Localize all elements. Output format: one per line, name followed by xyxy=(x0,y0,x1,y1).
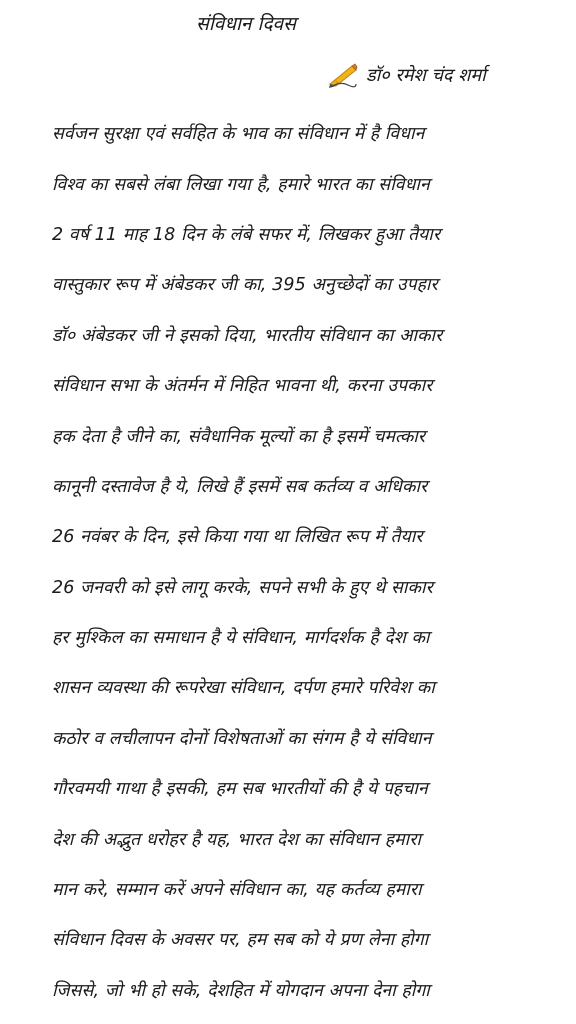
poem-line: विश्व का सबसे लंबा लिखा गया है, हमारे भारत का संविधान xyxy=(52,174,430,195)
poem-body xyxy=(52,108,552,1015)
author-name: डॉ० रमेश चंद शर्मा xyxy=(366,65,486,86)
poem-line: 26 नवंबर के दिन, इसे किया गया था लिखित रूप में तैयार xyxy=(52,527,423,548)
poem-line: 26 जनवरी को इसे लागू करके, सपने सभी के हुए थे साकार xyxy=(52,577,433,598)
author-byline xyxy=(328,62,486,88)
poem-line: डॉ० अंबेडकर जी ने इसको दिया, भारतीय संविधान का आकार xyxy=(52,325,443,346)
poem-line: देश की अद्भुत धरोहर है यह, भारत देश का संविधान हमारा xyxy=(52,829,422,850)
poem-line: संविधान सभा के अंतर्मन में निहित भावना थी, करना उपकार xyxy=(52,376,433,397)
poem-title: संविधान दिवस xyxy=(196,13,296,35)
poem-line: संविधान दिवस के अवसर पर, हम सब को ये प्रण लेना होगा xyxy=(52,930,429,951)
poem-line: हक देता है जीने का, संवैधानिक मूल्यों का है इसमें चमत्कार xyxy=(52,426,426,447)
poem-line: शासन व्यवस्था की रूपरेखा संविधान, दर्पण हमारे परिवेश का xyxy=(52,678,435,699)
poem-line: कठोर व लचीलापन दोनों विशेषताओं का संगम है ये संविधान xyxy=(52,728,432,749)
poem-line: गौरवमयी गाथा है इसकी, हम सब भारतीयों की है ये पहचान xyxy=(52,779,428,800)
poem-line: जिससे, जो भी हो सके, देशहित में योगदान अपना देना होगा xyxy=(52,980,430,1001)
poem-line: वास्तुकार रूप में अंबेडकर जी का, 395 अनुच्छेदों का उपहार xyxy=(52,275,438,296)
pen-icon xyxy=(328,62,358,88)
poem-line: हर मुश्किल का समाधान है ये संविधान, मार्गदर्शक है देश का xyxy=(52,628,430,649)
poem-line: 2 वर्ष 11 माह 18 दिन के लंबे सफर में, लिखकर हुआ तैयार xyxy=(52,224,441,245)
poem-line: कानूनी दस्तावेज है ये, लिखे हैं इसमें सब कर्तव्य व अधिकार xyxy=(52,476,428,497)
poem-line: मान करे, सम्मान करें अपने संविधान का, यह कर्तव्य हमारा xyxy=(52,880,422,901)
poem-line: सर्वजन सुरक्षा एवं सर्वहित के भाव का संविधान में है विधान xyxy=(52,124,425,145)
